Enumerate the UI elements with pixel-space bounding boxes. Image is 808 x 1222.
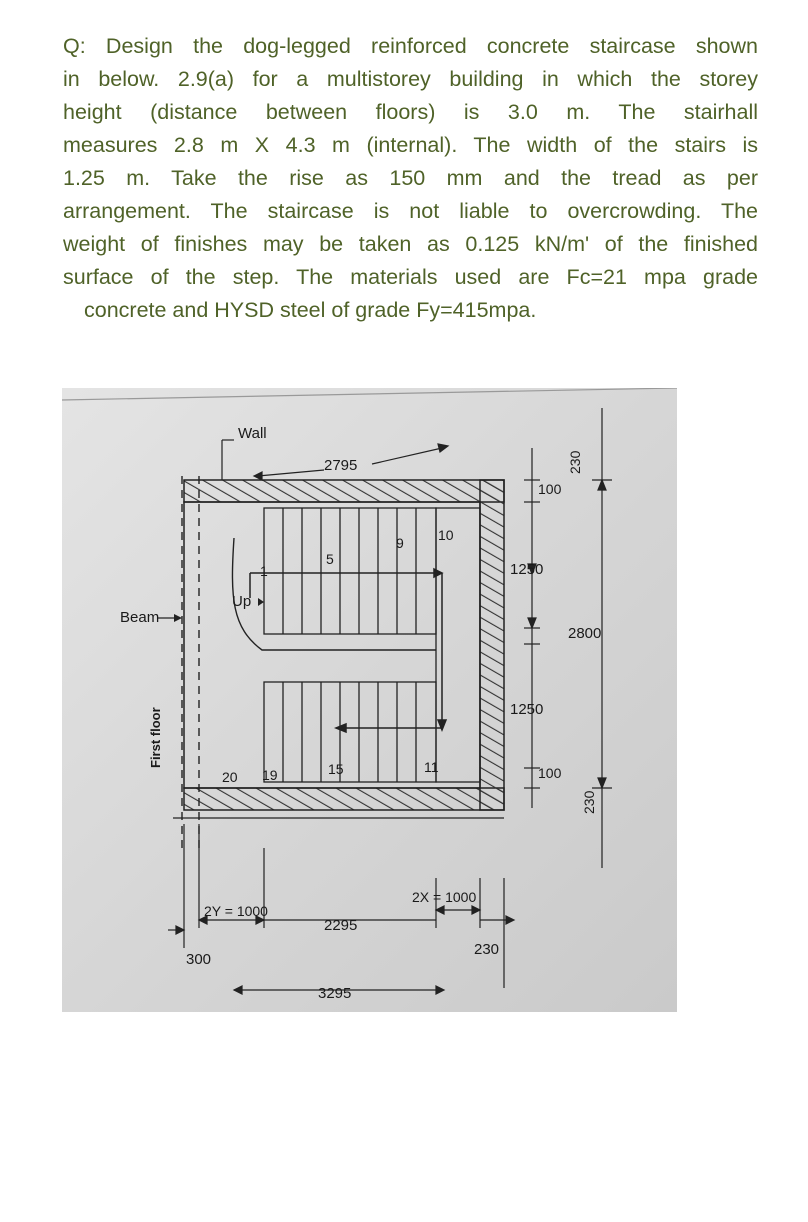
step-number: 10	[438, 527, 454, 543]
dimension-label: 230	[567, 450, 583, 474]
question-line: 1.25 m. Take the rise as 150 mm and the tread as per	[63, 166, 758, 190]
dimension-label: 300	[186, 951, 212, 968]
question-text	[63, 30, 758, 327]
dimension-label: 2X = 1000	[412, 889, 477, 905]
dimension-label: 100	[538, 481, 562, 497]
dimension-label: 2295	[324, 917, 358, 934]
step-number: 15	[328, 761, 344, 777]
question-line: in below. 2.9(a) for a multistorey building in which the storey	[63, 67, 758, 91]
question-line: concrete and HYSD steel of grade Fy=415mpa.	[84, 298, 537, 322]
step-number: 9	[396, 535, 404, 551]
step-number: 19	[262, 767, 278, 783]
dimension-label: 1250	[510, 701, 544, 718]
first-floor-label: First floor	[148, 707, 163, 768]
dimension-label: 3295	[318, 985, 352, 1002]
step-number: 5	[326, 551, 334, 567]
staircase-plan-figure	[62, 388, 677, 1012]
dimension-label: 100	[538, 765, 562, 781]
dimension-label: 2Y = 1000	[204, 903, 268, 919]
step-number: 1	[260, 563, 268, 579]
dimension-label: 2800	[568, 625, 602, 642]
dimension-label: 1250	[510, 561, 544, 578]
up-label: Up	[232, 593, 252, 610]
question-line: arrangement. The staircase is not liable to overcrowding. The	[63, 199, 758, 223]
beam-label: Beam	[120, 609, 160, 626]
question-line: surface of the step. The materials used are Fc=21 mpa grade	[63, 265, 758, 289]
step-number: 11	[424, 759, 439, 775]
question-line: height (distance between floors) is 3.0 m. The stairhall	[63, 100, 758, 124]
wall-label: Wall	[238, 425, 267, 442]
question-line: weight of finishes may be taken as 0.125 kN/m' of the finished	[63, 232, 758, 256]
question-line: measures 2.8 m X 4.3 m (internal). The width of the stairs is	[63, 133, 758, 157]
staircase-plan-drawing	[62, 388, 677, 1012]
question-line: Q: Design the dog-legged reinforced concrete staircase shown	[63, 34, 758, 58]
dimension-label: 230	[474, 941, 500, 958]
wall-right	[480, 480, 504, 810]
dimension-label: 230	[581, 790, 597, 814]
dimension-label: 2795	[324, 457, 358, 474]
wall-bottom	[184, 788, 504, 810]
step-number: 20	[222, 769, 238, 785]
wall-top	[184, 480, 504, 502]
